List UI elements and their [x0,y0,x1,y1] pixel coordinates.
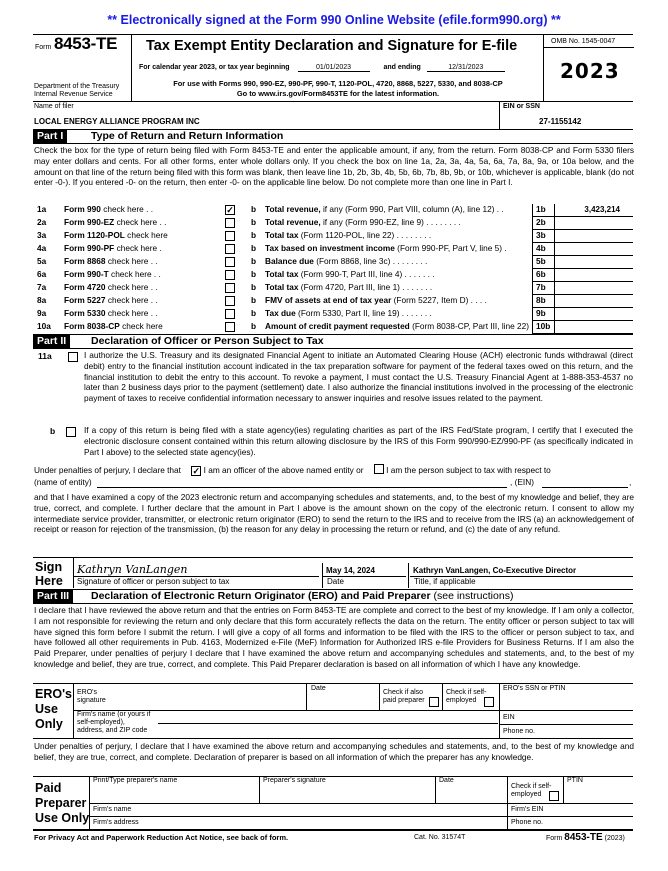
line-form-name: Form 1120-POL [64,230,125,240]
line-check-tail: check here . . [105,308,158,318]
part1-line-row [33,204,633,216]
preparer-name-label: Print/Type preparer's name [93,777,178,784]
ero-also-paid-preparer-checkbox[interactable] [429,697,439,707]
line-b-title: Total tax [265,282,299,292]
line-return-type-checkbox[interactable]: ✓ [226,205,234,215]
ero-heading-2: Use [35,702,58,716]
ero-phone-label: Phone no. [503,728,535,735]
begin-date: 01/01/2023 [298,64,370,72]
line-b-title: Total revenue, [265,204,321,214]
line-b-desc: (Form 8038-CP, Part III, line 22) [409,321,530,331]
ero-firm-field[interactable] [158,723,498,724]
tax-year: 2023 [560,59,620,83]
paid-heading-1: Paid [35,781,62,795]
part1-line-row [33,295,633,307]
amount-col-left [532,204,533,334]
line-b-title: Tax due [265,308,296,318]
part3-title-rule [33,603,633,604]
sign-word: Sign [35,560,63,574]
line-b-desc: (Form 4720, Part III, line 1) . . . . . . . [298,282,433,292]
ero-sig-label-1: ERO's [77,689,98,696]
ero-self-employed-label [446,689,486,705]
footer-form-word: Form [546,835,563,842]
line-a-num: 3a [37,230,47,240]
line-check-tail: check here . . [100,204,154,214]
line-form-name: Form 8868 [64,256,106,266]
ero-firm-label [77,711,150,735]
ero-paid-divider [379,683,380,710]
header-use-lines [133,79,543,99]
dept-line-1: Department of the Treasury [34,83,120,90]
line-a-num: 2a [37,217,47,227]
title-label: Title, if applicable [414,577,476,586]
perjury-declaration-line [34,464,634,476]
line-b-box-num: 4b [536,243,546,253]
paid-date-divider [435,776,436,803]
tax-period-line [139,64,505,72]
line-a-num: 4a [37,243,47,253]
line-b-letter: b [251,204,257,214]
part1-line-row [33,243,633,255]
line-b-label [265,269,435,281]
line-b-letter: b [251,269,257,279]
header-divider-right [543,35,544,101]
line-11a-num: 11a [38,351,52,361]
line-return-type-checkbox[interactable] [225,283,235,293]
line-b-box-num: 6b [536,269,546,279]
firm-name-label: Firm's name [93,806,132,813]
preparer-perjury-text: Under penalties of perjury, I declare that I have examined the above return and accompanying schedules and statements, and, to the best of my knowledge and belief, they are true, correct, and complete. Declaration of preparer is based on all information of which the preparer has any knowledge. [34,741,634,762]
check-paid-1: Check if also [383,689,424,696]
ero-ein-label: EIN [503,714,515,721]
part1-title: Type of Return and Return Information [91,130,284,142]
ero-top-rule [33,683,633,684]
check-self-1: Check if self- [446,689,487,696]
ero-heading-1: ERO's [35,687,73,701]
period-prefix: For calendar year 2023, or tax year beginning [139,64,290,71]
line-b-desc: (Form 990-T, Part III, line 4) . . . . . . . [298,269,435,279]
filer-name: LOCAL ENERGY ALLIANCE PROGRAM INC [34,117,200,126]
goto-line: Go to www.irs.gov/Form8453TE for the latest information. [236,89,440,98]
ero-ein-rule [499,724,633,725]
date-title-divider [408,563,409,588]
line-a-label [64,295,158,307]
line-form-name: Form 990-EZ [64,217,115,227]
line-b-box-num: 8b [536,295,546,305]
ero-self-divider [442,683,443,710]
line-b-desc: (Form 990-PF, Part V, line 5) . [394,243,507,253]
line-b-letter: b [251,256,257,266]
line-b-desc: (Form 5227, Item D) . . . . [391,295,487,305]
part1-tag: Part I [33,130,67,143]
footer-form-id [546,832,625,843]
line-b-desc: (Form 5330, Part II, line 19) . . . . . . . [295,308,432,318]
line-a-num: 7a [37,282,47,292]
line-a-label [64,204,153,216]
footer-year: (2023) [604,835,625,842]
line-a-label [64,217,166,229]
ero-date-label: Date [311,685,326,692]
line-b-label [265,256,427,268]
line-a-num: 6a [37,269,47,279]
part1-line-row [33,308,633,320]
part1-instructions: Check the box for the type of return being filed with Form 8453-TE and enter the applicable amount, if any, from the return. Form 8038-CP and Form 5330 filers may enter dollars and cents. For all other forms, enter whole dollars only. If you check the box on line 1a, 2a, 3a, 4a, 5a, 6a, 7a, 8a, 9a, or 10a below, and the amount on that line of the return being filed with this form was blank, then leave line 1b, 2b, 3b, 4b, 5b, 6b, 7b, 8b, 9b, or 10b, whichever is applicable, blank (do not enter -0-). If you entered -0- on the return, then enter -0- on the applicable line below. Do not complete more than one line in Part I. [34,145,634,188]
line-b-letter: b [251,321,257,331]
part1-line-row [33,256,633,268]
ein-label: EIN or SSN [503,103,540,110]
line-b-desc: if any (Form 990-EZ, line 9) . . . . . . . . [320,217,461,227]
form-title: Tax Exempt Entity Declaration and Signature for E-file [146,38,518,54]
firm-label-3: address, and ZIP code [77,727,148,734]
paid-sig-divider [259,776,260,803]
line-a-num: 8a [37,295,47,305]
header-divider-left [131,35,132,101]
line-b-box-num: 5b [536,256,546,266]
line-b-desc: (Form 8868, line 3c) . . . . . . . . [313,256,428,266]
line-a-num: 9a [37,308,47,318]
line-check-tail: check here . . [105,282,158,292]
line-b-label [265,217,461,229]
officer-signature: Kathryn VanLangen [77,563,188,576]
part1-line-row [33,217,633,229]
line-check-tail: check here . . [105,295,158,305]
line-a-num: 1a [37,204,47,214]
firm-ein-label: Firm's EIN [511,806,544,813]
line-return-type-checkbox[interactable] [225,257,235,267]
preparer-self-employed-checkbox[interactable] [549,791,559,801]
sig-date-divider [322,563,323,588]
line-b-box-num: 10b [536,321,551,331]
footer-rule [33,829,633,831]
line-check-tail: check here [119,321,163,331]
line-11b-text: If a copy of this return is being filed with a state agency(ies) regulating charities as part of the IRS Fed/State program, I certify that I executed the electronic disclosure consent contained within this return allowing disclosure by the IRS of this Form 990/990-EZ/990-PF (as specifically indicated in Part I above) to the selected state agency(ies). [84,425,633,457]
department [34,83,119,99]
line-a-label [64,308,158,320]
line-b-box-num: 2b [536,217,546,227]
line-b-letter: b [251,243,257,253]
use-line: For use with Forms 990, 990-EZ, 990-PF, 990-T, 1120-POL, 4720, 8868, 5227, 5330, and 8038-CP [173,79,503,88]
sign-top-rule [33,557,633,558]
entity-name-field[interactable] [97,487,507,488]
check-paid-2: paid preparer [383,697,425,704]
firm-phone-label: Phone no. [511,819,543,826]
line-b-label [265,243,507,255]
dept-line-2: Internal Revenue Service [34,91,113,98]
part3-declaration-body: I declare that I have reviewed the above return and that the entries on Form 8453-TE are complete and correct to the best of my knowledge. If I am only a collector, I am not responsible for reviewing the return and only declare that this form accurately reflects the data on the return. The entity officer or person subject to tax will have signed this form before I submit the return. I will give a copy of all forms and information to be filed with the IRS to the officer or person subject to tax, and have followed all other requirements in Pub. 4163, Modernized e-File (MeF) Information for Authorized IRS e-file Providers for Business Returns. If I am also the Paid Preparer, under penalties of perjury I declare that I have examined the above return and accompanying schedules and statements, and, to the best of my knowledge and belief, they are true, correct, and complete. This Paid Preparer declaration is based on all information of which I have any knowledge. [34,605,634,669]
part1-line-row [33,230,633,242]
line-a-label [64,321,163,333]
line-check-tail: check here . . [114,217,167,227]
entity-ein-field[interactable] [542,487,628,488]
line-check-tail: check here . [114,243,162,253]
ero-ssn-ptin-label: ERO's SSN or PTIN [503,685,566,692]
header-bottom-rule [33,101,633,102]
part2-title: Declaration of Officer or Person Subject to Tax [91,335,324,347]
line-b-title: Tax based on investment income [265,243,395,253]
line-b-letter: b [251,230,257,240]
line-return-type-checkbox[interactable] [225,231,235,241]
here-word: Here [35,574,63,588]
line-b-letter: b [251,282,257,292]
privacy-notice: For Privacy Act and Paperwork Reduction Act Notice, see back of form. [34,833,289,842]
ero-check-paid-label [383,689,425,705]
line-a-label [64,282,158,294]
line-b-label [265,230,431,242]
line-b-title: Total tax [265,230,299,240]
and-ending: and ending [383,64,421,71]
line-a-label [64,243,162,255]
ero-date-divider [306,683,307,710]
line-a-label [64,269,161,281]
line-11a-checkbox[interactable] [68,352,78,362]
line-a-num: 5a [37,256,47,266]
line-b-title: Total tax [265,269,299,279]
paid-heading-3: Use Only [35,811,90,825]
efile-banner: ** Electronically signed at the Form 990 Online Website (efile.form990.org) ** [107,13,561,27]
ero-signature-label [77,689,106,705]
paid-preparer-heading [35,781,89,826]
signer-title: Kathryn VanLangen, Co-Executive Director [413,566,577,575]
ero-mid-rule [73,710,633,711]
line-11b-num: b [50,426,56,436]
check-self-2: employed [446,697,477,704]
line-b-title: FMV of assets at end of tax year [265,295,392,305]
line-b-title: Amount of credit payment requested [265,321,410,331]
line-check-tail: check here . . [105,256,158,266]
part2-tag: Part II [33,335,70,348]
end-date: 12/31/2023 [427,64,505,72]
line-form-name: Form 990 [64,204,101,214]
line-11b-checkbox[interactable] [66,427,76,437]
footer-form-number: 8453-TE [564,832,603,843]
line-return-type-checkbox[interactable] [225,322,235,332]
line-return-type-checkbox[interactable] [225,296,235,306]
ero-self-employed-checkbox[interactable] [484,697,494,707]
firm-label-2: self-employed), [77,719,125,726]
preparer-self-employed-label [511,783,551,799]
line-form-name: Form 5227 [64,295,106,305]
preparer-date-label: Date [439,777,454,784]
line-b-letter: b [251,295,257,305]
line-b-label [265,282,432,294]
part1-line-row [33,282,633,294]
ero-heading-3: Only [35,717,63,731]
line-b-title: Total revenue, [265,217,321,227]
line-check-tail: check here [124,230,168,240]
line-b-label [265,321,529,333]
line-11a-text: I authorize the U.S. Treasury and its designated Financial Agent to initiate an Automated Clearing House (ACH) electronic funds withdrawal (direct debit) entry to the financial institution account indicated in the tax preparation software for payment of the federal taxes owed on this return, and the financial institution to debit the entry to this account. To revoke a payment, I must contact the U.S. Treasury Financial Agent at 1-888-353-4537 no later than 2 business days prior to the payment (settlement) date. I also authorize the financial institutions involved in the processing of the electronic payment of taxes to receive confidential information necessary to answer inquiries and resolve issues related to the payment. [84,350,633,404]
line-a-label [64,256,158,268]
omb-number: OMB No. 1545-0047 [551,38,616,45]
date-label: Date [327,577,344,586]
firm-address-label: Firm's address [93,819,139,826]
ero-use-only-heading [35,687,72,732]
line-check-tail: check here . . [108,269,161,279]
part1-line-row [33,321,633,333]
signature-label: Signature of officer or person subject to tax [77,577,230,586]
line-return-type-checkbox[interactable] [225,218,235,228]
sign-here-heading [35,560,63,588]
paid-mid-rule-2 [89,816,633,817]
officer-checkbox[interactable]: ✓ [192,466,201,476]
part2-declaration-body: and that I have examined a copy of the 2023 electronic return and accompanying schedules and statements, and, to the best of my knowledge and belief, they are true, correct, and complete. I further declare that the amount in Part I above is the amount shown on the copy of the electronic return. I consent to allow my intermediate service provider, transmitter, or electronic return originator (ERO) to send the return to the IRS and to receive from the IRS (a) an acknowledgement of receipt or reason for rejection of the transmission, (b) the reason for any delay in processing the return or refund, and (c) the date of any refund. [34,492,634,535]
line-form-name: Form 990-PF [64,243,115,253]
part2-title-rule [33,348,633,349]
line-return-type-checkbox[interactable] [225,244,235,254]
line-a-num: 10a [37,321,51,331]
part3-title-line [91,590,513,603]
ptin-label: PTIN [567,777,583,784]
check-self-p2: employed [511,791,542,798]
part1-title-rule [33,143,633,144]
line-b-amount[interactable]: 3,423,214 [584,205,620,214]
line-form-name: Form 990-T [64,269,109,279]
line-b-desc: if any (Form 990, Part VIII, column (A), line 12) . . [320,204,504,214]
filer-ein: 27-1155142 [539,117,582,126]
line-b-box-num: 7b [536,282,546,292]
line-b-title: Balance due [265,256,314,266]
line-form-name: Form 5330 [64,308,106,318]
person-label: I am the person subject to tax with respect to [386,465,551,475]
line-b-label [265,295,487,307]
perjury-prefix: Under penalties of perjury, I declare that [34,465,181,475]
officer-label: I am an officer of the above named entity or [203,465,364,475]
paid-ptin-divider [563,776,564,803]
ero-bottom-rule [33,738,633,739]
omb-rule [543,47,634,48]
name-of-filer-label: Name of filer [34,103,74,110]
name-of-entity-label: (name of entity) [34,477,92,487]
firm-label-1: Firm's name (or yours if [77,711,151,718]
line-b-box-num: 3b [536,230,546,240]
paid-heading-2: Preparer [35,796,87,810]
catalog-number: Cat. No. 31574T [414,834,466,841]
part3-title: Declaration of Electronic Return Originator (ERO) and Paid Preparer [91,590,431,602]
signature-date: May 14, 2024 [326,566,375,575]
form-word: Form [35,44,52,51]
line-b-letter: b [251,308,257,318]
line-a-label [64,230,168,242]
line-form-name: Form 8038-CP [64,321,120,331]
line-return-type-checkbox[interactable] [225,270,235,280]
part3-title-suffix: (see instructions) [430,590,514,602]
line-b-box-num: 1b [536,204,546,214]
part1-line-row [33,269,633,281]
line-return-type-checkbox[interactable] [225,309,235,319]
part3-tag: Part III [33,590,73,603]
form-number: 8453-TE [54,34,118,53]
ero-sig-label-2: signature [77,697,106,704]
amount-col-mid [554,204,555,334]
line-b-letter: b [251,217,257,227]
line-b-label [265,204,504,216]
line-b-label [265,308,432,320]
preparer-signature-label: Preparer's signature [263,777,326,784]
sign-divider [73,558,74,588]
line-form-name: Form 4720 [64,282,106,292]
check-self-p1: Check if self- [511,783,552,790]
line-b-desc: (Form 1120-POL, line 22) . . . . . . . . [298,230,432,240]
paid-mid-rule [89,803,633,804]
ein-paren-label: , (EIN) [510,477,534,487]
person-subject-checkbox[interactable] [374,464,384,474]
filer-divider [499,101,500,129]
line-b-box-num: 9b [536,308,546,318]
ein-paren-close: , [629,477,632,487]
